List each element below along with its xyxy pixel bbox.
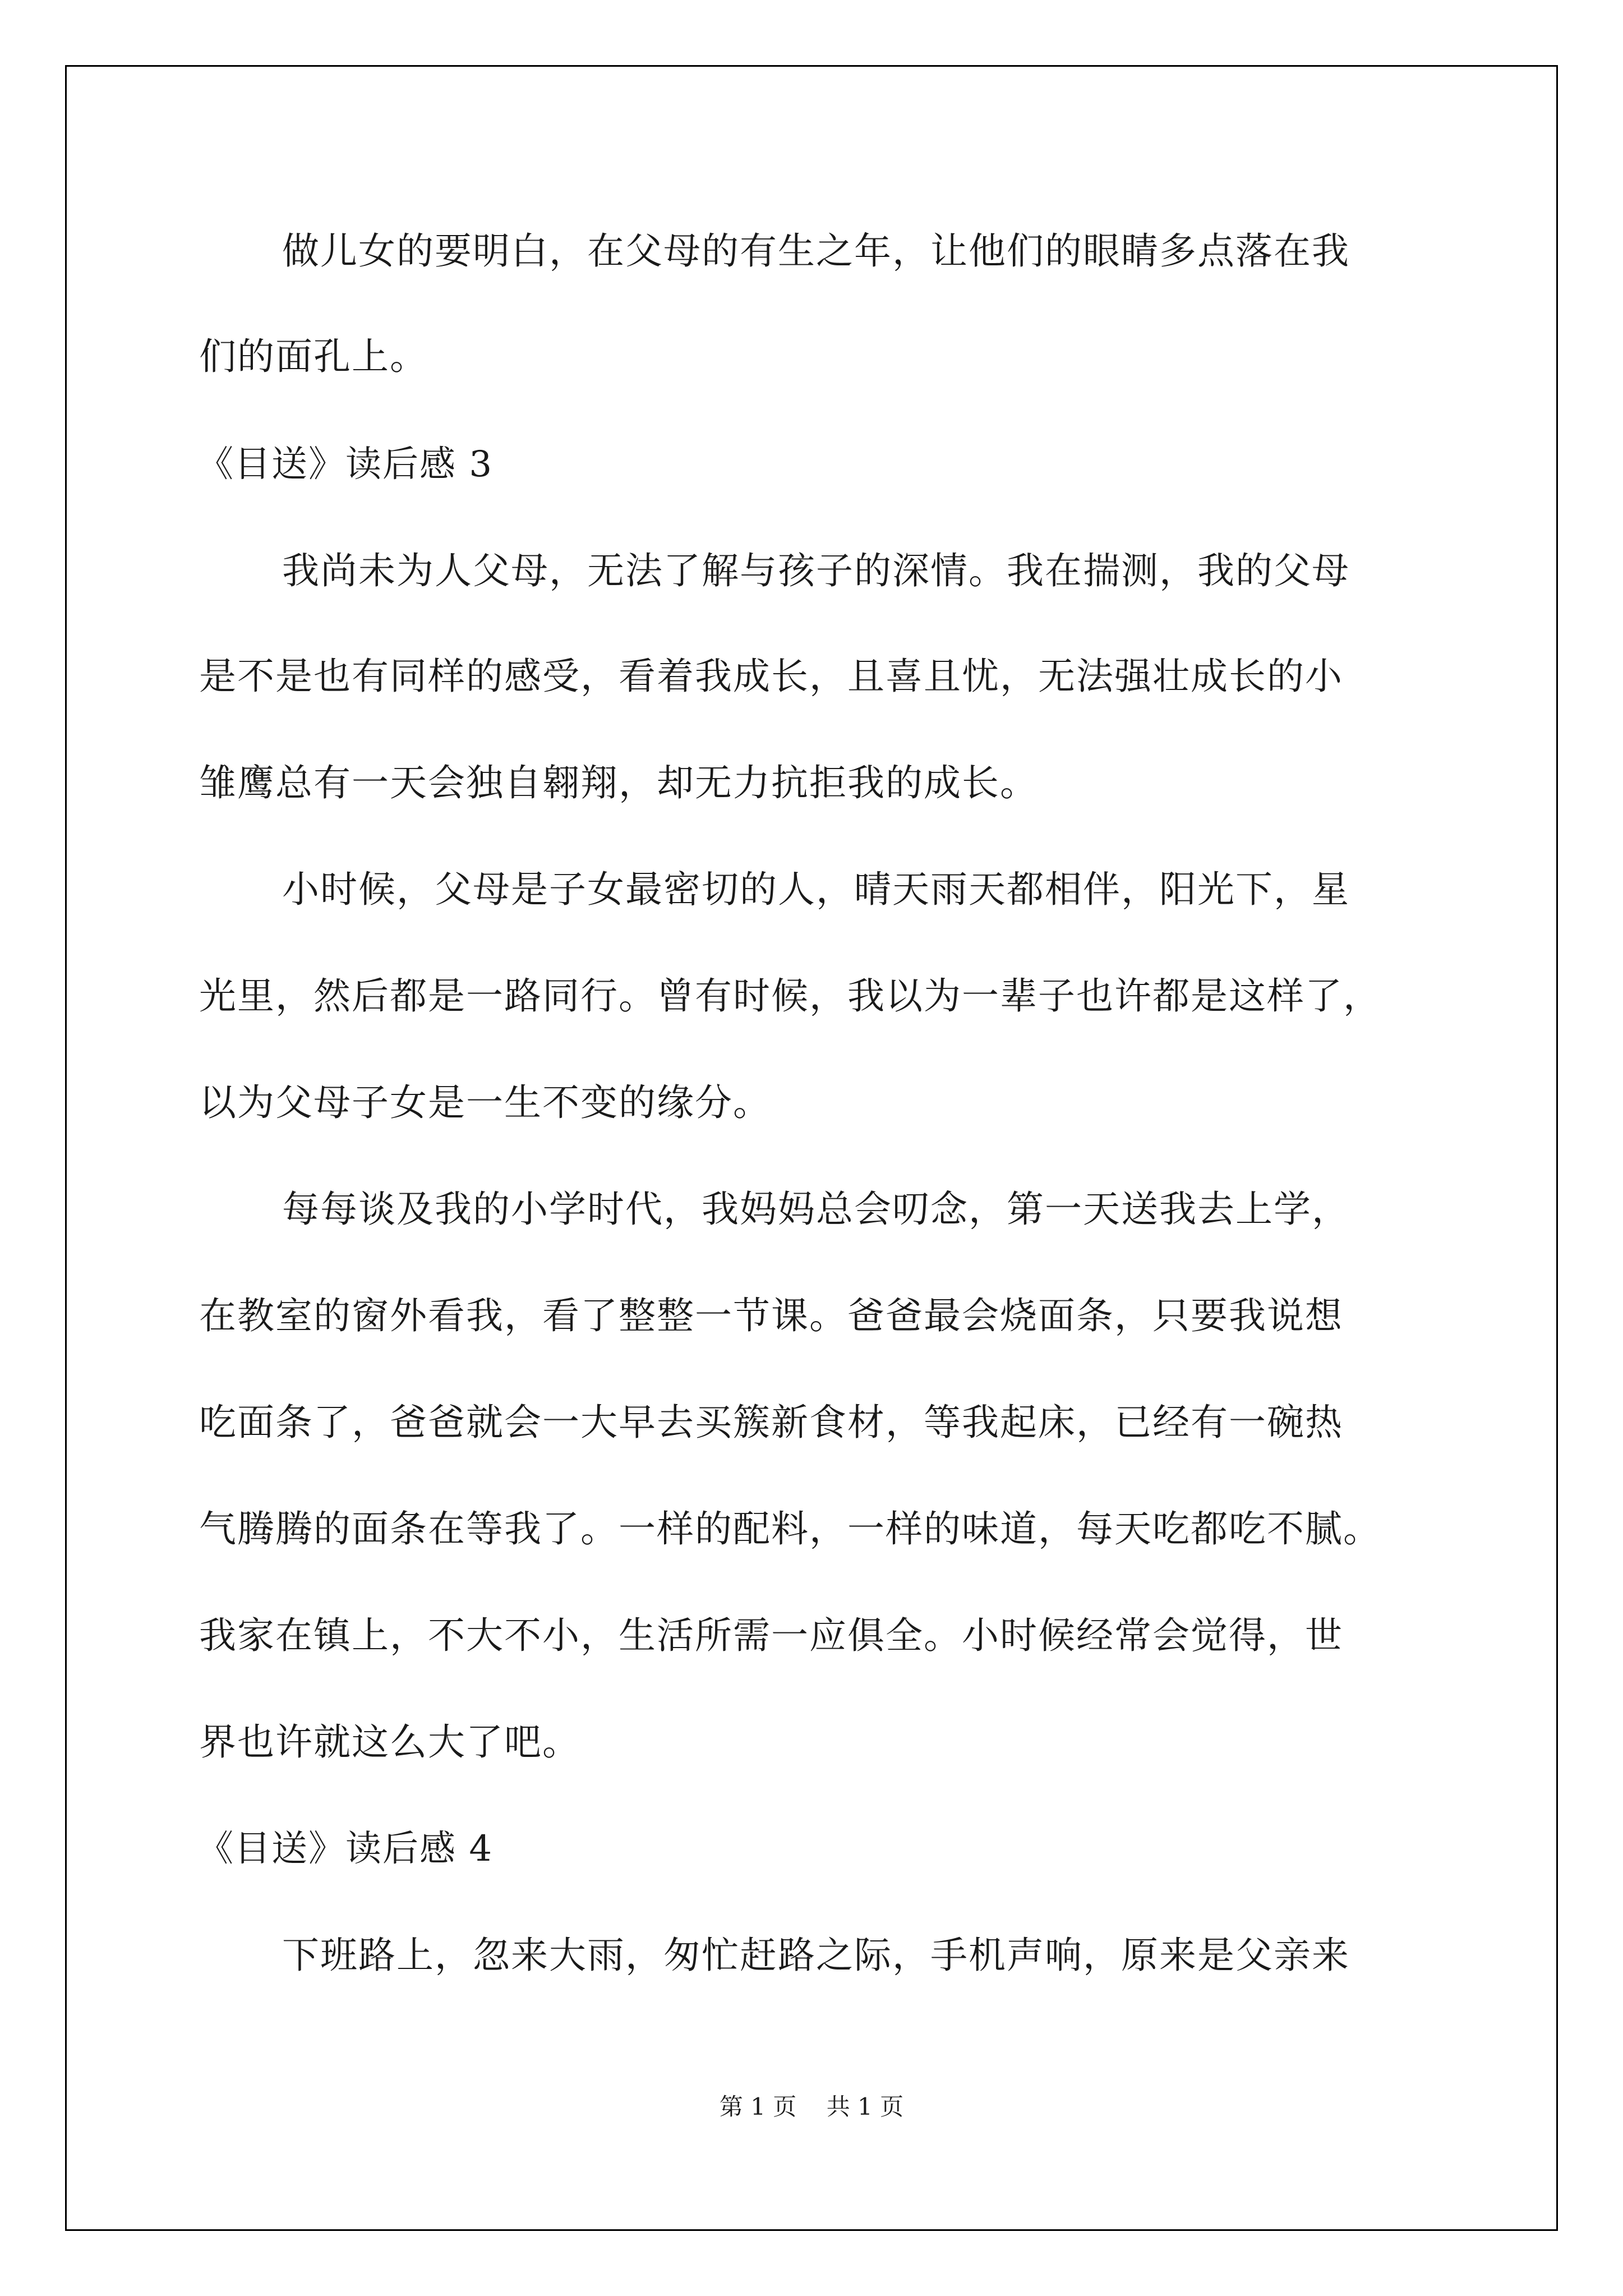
text-line: 吃面条了，爸爸就会一大早去买簇新食材，等我起床，已经有一碗热 [199,1401,1343,1444]
text-line: 光里，然后都是一路同行。曾有时候，我以为一辈子也许都是这样了， [199,974,1381,1018]
text-line: 做儿女的要明白，在父母的有生之年，让他们的眼睛多点落在我 [282,229,1350,273]
text-line: 气腾腾的面条在等我了。一样的配料，一样的味道，每天吃都吃不腻。 [199,1507,1381,1550]
text-line: 下班路上，忽来大雨，匆忙赶路之际，手机声响，原来是父亲来 [282,1934,1350,1977]
text-line: 我家在镇上，不大不小，生活所需一应俱全。小时候经常会觉得，世 [199,1614,1343,1657]
text-line: 界也许就这么大了吧。 [199,1720,580,1764]
page-border [65,65,1558,2231]
section-heading: 《目送》读后感 4 [197,1828,494,1870]
text-line: 每每谈及我的小学时代，我妈妈总会叨念，第一天送我去上学， [282,1188,1350,1231]
text-line: 小时候，父母是子女最密切的人，晴天雨天都相伴，阳光下，星 [282,868,1350,911]
text-line: 们的面孔上。 [199,335,428,378]
text-line: 雏鹰总有一天会独自翱翔，却无力抗拒我的成长。 [199,761,1038,804]
text-line: 在教室的窗外看我，看了整整一节课。爸爸最会烧面条，只要我说想 [199,1294,1343,1337]
text-line: 我尚未为人父母，无法了解与孩子的深情。我在揣测，我的父母 [282,549,1350,592]
section-heading: 《目送》读后感 3 [197,444,494,485]
text-line: 是不是也有同样的感受，看着我成长，且喜且忧，无法强壮成长的小 [199,655,1343,698]
page-footer: 第 1 页 共 1 页 [719,2093,904,2120]
text-line: 以为父母子女是一生不变的缘分。 [199,1081,771,1124]
